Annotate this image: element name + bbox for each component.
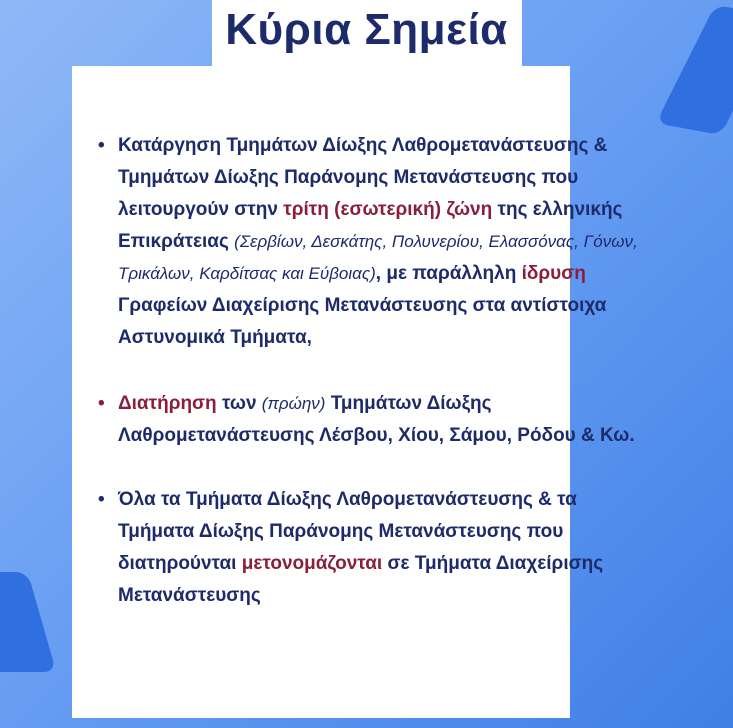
bullet-text: των — [216, 393, 262, 414]
bullet-item — [98, 388, 658, 452]
bullet-text: Τμήματα Δίωξης Παράνομης Μετανάστευσης που — [118, 521, 564, 542]
highlight-text: τρίτη (εσωτερική) ζώνη — [283, 199, 493, 220]
bullet-text: Όλα τα Τμήματα Δίωξης Λαθρομετανάστευσης & τα — [118, 489, 577, 510]
bullet-list — [98, 130, 658, 612]
bullet-text: Επικράτειας — [118, 231, 235, 252]
bullet-text: Μετανάστευσης — [118, 585, 261, 606]
bullet-text: λειτουργούν στην — [118, 199, 284, 220]
italic-note: (πρώην) — [261, 394, 326, 413]
bullet-text: , με παράλληλη — [375, 263, 522, 284]
bullet-text: διατηρούνται — [118, 553, 242, 574]
bullet-item — [98, 130, 658, 354]
bullet-item — [98, 484, 658, 612]
bullet-text: Γραφείων Διαχείρισης Μετανάστευσης στα αντίστοιχα — [118, 295, 607, 316]
decorative-corner-shape — [0, 572, 56, 672]
bullet-text: Αστυνομικά Τμήματα, — [118, 327, 312, 348]
italic-note: (Σερβίων, Δεσκάτης, Πολυνερίου, Ελασσόνας, Γόνων, — [234, 232, 638, 251]
bullet-text: Λαθρομετανάστευσης Λέσβου, Χίου, Σάμου, Ρόδου & Κω. — [118, 425, 635, 446]
bullet-text: Κατάργηση Τμημάτων Δίωξης Λαθρομετανάστευσης & — [118, 135, 608, 156]
page-title: Κύρια Σημεία — [225, 5, 508, 54]
bullet-text: της ελληνικής — [492, 199, 623, 220]
highlight-text: ίδρυση — [521, 263, 586, 284]
bullet-text: Τμημάτων Δίωξης Παράνομης Μετανάστευσης που — [118, 167, 579, 188]
highlight-text: Διατήρηση — [118, 393, 217, 414]
highlight-text: μετονομάζονται — [241, 553, 383, 574]
bullet-text: σε Τμήματα Διαχείρισης — [382, 553, 604, 574]
italic-note: Τρικάλων, Καρδίτσας και Εύβοιας) — [118, 264, 376, 283]
bullet-text: Τμημάτων Δίωξης — [325, 393, 492, 414]
